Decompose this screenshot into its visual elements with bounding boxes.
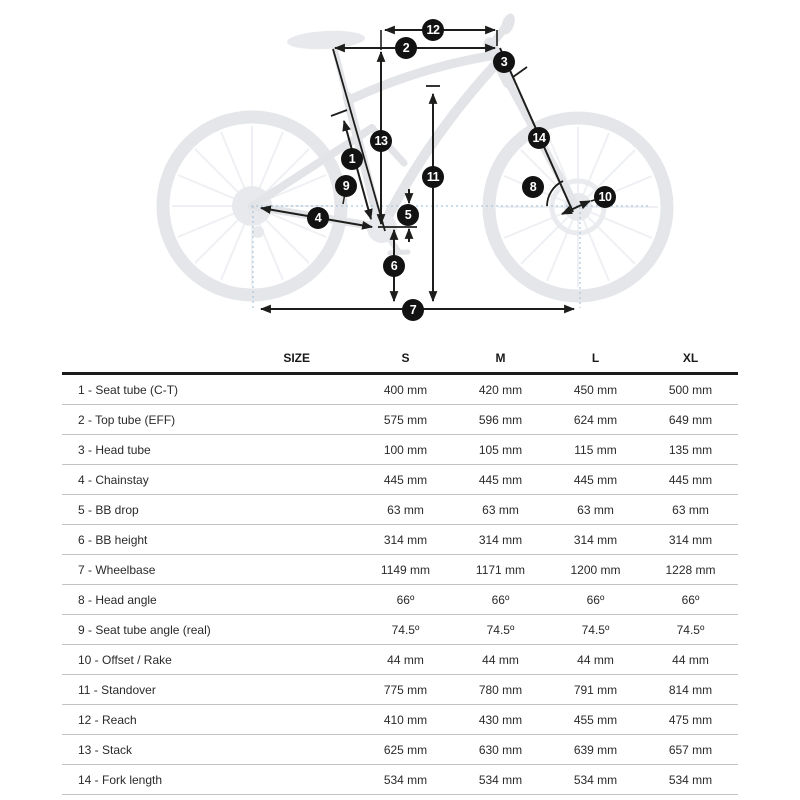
row-value: 455 mm [548, 705, 643, 735]
callout-6: 6 [383, 255, 405, 277]
bike-geometry-diagram [0, 0, 800, 345]
table-row [62, 525, 738, 555]
row-value: 44 mm [453, 645, 548, 675]
row-value: 400 mm [358, 374, 453, 405]
row-value: 314 mm [643, 525, 738, 555]
row-label: 2 - Top tube (EFF) [62, 405, 358, 435]
row-value: 500 mm [643, 374, 738, 405]
row-value: 1149 mm [358, 555, 453, 585]
row-value: 445 mm [358, 465, 453, 495]
row-value: 775 mm [358, 675, 453, 705]
callout-4: 4 [307, 207, 329, 229]
row-value: 534 mm [453, 765, 548, 795]
seat-tube-tick [331, 110, 347, 116]
row-value: 630 mm [453, 735, 548, 765]
row-value: 66º [453, 585, 548, 615]
row-label: 10 - Offset / Rake [62, 645, 358, 675]
row-label: 3 - Head tube [62, 435, 358, 465]
size-header: SIZE [62, 344, 358, 374]
table-row [62, 585, 738, 615]
row-value: 445 mm [643, 465, 738, 495]
row-value: 74.5º [643, 615, 738, 645]
geometry-table-body [62, 374, 738, 795]
column-header-s: S [358, 344, 453, 374]
row-value: 814 mm [643, 675, 738, 705]
row-value: 639 mm [548, 735, 643, 765]
row-value: 624 mm [548, 405, 643, 435]
row-value: 74.5º [548, 615, 643, 645]
callout-11: 11 [422, 166, 444, 188]
callout-3: 3 [493, 51, 515, 73]
row-value: 74.5º [453, 615, 548, 645]
row-value: 63 mm [358, 495, 453, 525]
row-value: 66º [548, 585, 643, 615]
row-value: 66º [643, 585, 738, 615]
row-value: 791 mm [548, 675, 643, 705]
row-value: 534 mm [358, 765, 453, 795]
row-value: 420 mm [453, 374, 548, 405]
row-value: 649 mm [643, 405, 738, 435]
row-label: 8 - Head angle [62, 585, 358, 615]
row-label: 7 - Wheelbase [62, 555, 358, 585]
row-value: 66º [358, 585, 453, 615]
row-label: 4 - Chainstay [62, 465, 358, 495]
row-label: 5 - BB drop [62, 495, 358, 525]
column-header-xl: XL [643, 344, 738, 374]
row-value: 63 mm [453, 495, 548, 525]
row-value: 63 mm [548, 495, 643, 525]
row-value: 534 mm [643, 765, 738, 795]
table-row [62, 735, 738, 765]
callout-5: 5 [397, 204, 419, 226]
row-value: 575 mm [358, 405, 453, 435]
row-value: 410 mm [358, 705, 453, 735]
table-row [62, 675, 738, 705]
row-value: 1171 mm [453, 555, 548, 585]
row-value: 135 mm [643, 435, 738, 465]
callout-9: 9 [335, 175, 357, 197]
row-value: 657 mm [643, 735, 738, 765]
row-value: 445 mm [548, 465, 643, 495]
geometry-table [62, 344, 738, 795]
callout-13: 13 [370, 130, 392, 152]
table-row [62, 705, 738, 735]
callout-2: 2 [395, 37, 417, 59]
row-value: 1228 mm [643, 555, 738, 585]
row-value: 625 mm [358, 735, 453, 765]
row-value: 780 mm [453, 675, 548, 705]
row-label: 6 - BB height [62, 525, 358, 555]
callout-8: 8 [522, 176, 544, 198]
table-row [62, 465, 738, 495]
row-value: 115 mm [548, 435, 643, 465]
table-row [62, 435, 738, 465]
callout-7: 7 [402, 299, 424, 321]
row-value: 314 mm [358, 525, 453, 555]
row-value: 596 mm [453, 405, 548, 435]
column-header-l: L [548, 344, 643, 374]
row-value: 105 mm [453, 435, 548, 465]
row-value: 44 mm [358, 645, 453, 675]
row-label: 11 - Standover [62, 675, 358, 705]
row-value: 44 mm [548, 645, 643, 675]
table-row [62, 615, 738, 645]
row-value: 314 mm [453, 525, 548, 555]
derailleur [252, 226, 264, 238]
row-value: 74.5º [358, 615, 453, 645]
row-label: 9 - Seat tube angle (real) [62, 615, 358, 645]
callout-10: 10 [594, 186, 616, 208]
table-row [62, 495, 738, 525]
row-value: 450 mm [548, 374, 643, 405]
row-label: 13 - Stack [62, 735, 358, 765]
row-value: 63 mm [643, 495, 738, 525]
row-label: 14 - Fork length [62, 765, 358, 795]
row-value: 1200 mm [548, 555, 643, 585]
row-value: 314 mm [548, 525, 643, 555]
callout-12: 12 [422, 19, 444, 41]
callout-14: 14 [528, 127, 550, 149]
table-row [62, 645, 738, 675]
column-header-m: M [453, 344, 548, 374]
row-value: 475 mm [643, 705, 738, 735]
table-row [62, 555, 738, 585]
table-row [62, 405, 738, 435]
table-header-row [62, 344, 738, 374]
callout-1: 1 [341, 148, 363, 170]
row-label: 12 - Reach [62, 705, 358, 735]
row-value: 100 mm [358, 435, 453, 465]
head-tube-tick [513, 67, 527, 77]
row-value: 534 mm [548, 765, 643, 795]
row-label: 1 - Seat tube (C-T) [62, 374, 358, 405]
row-value: 430 mm [453, 705, 548, 735]
row-value: 445 mm [453, 465, 548, 495]
table-row [62, 374, 738, 405]
table-row [62, 765, 738, 795]
row-value: 44 mm [643, 645, 738, 675]
